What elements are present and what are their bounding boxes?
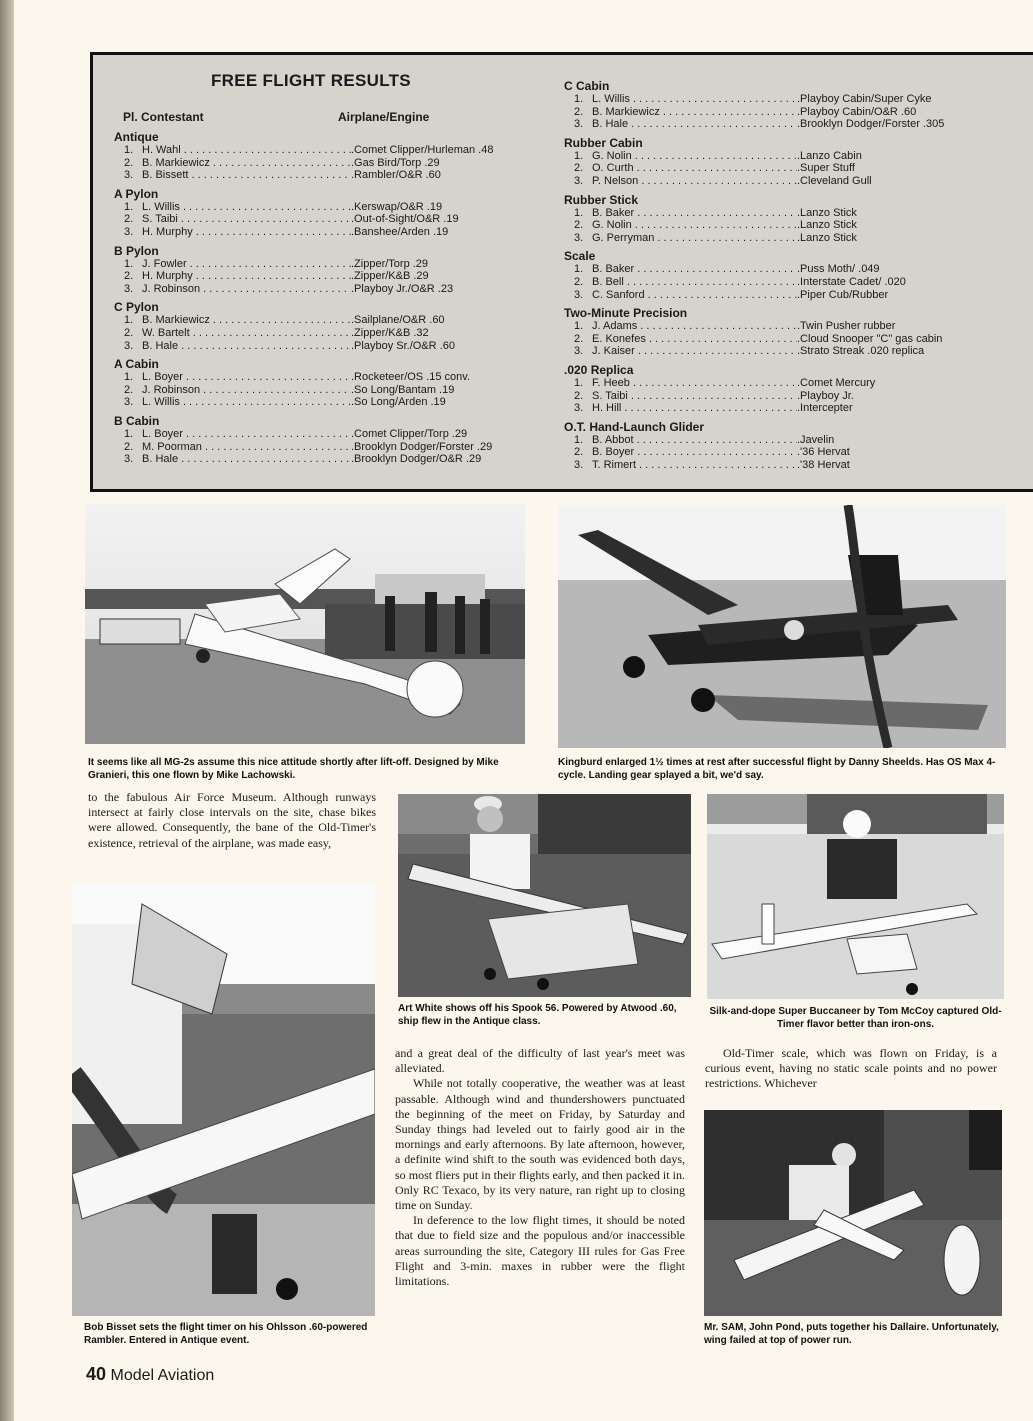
- result-place: 3.: [124, 169, 134, 182]
- result-airplane-engine: .Intercepter: [797, 402, 853, 415]
- result-row: [564, 93, 989, 106]
- result-airplane-engine: .Zipper/Torp .29: [351, 257, 429, 270]
- result-contestant: G. Nolin . . .: [592, 219, 797, 232]
- result-airplane-engine: .'38 Hervat: [797, 458, 850, 471]
- header-place-contestant: Pl. Contestant: [123, 110, 204, 124]
- category-heading: A Pylon: [114, 186, 159, 201]
- result-row: [564, 175, 989, 188]
- result-place: 3.: [574, 174, 584, 187]
- result-contestant: B. Boyer . . .: [592, 446, 797, 459]
- result-contestant: G. Perryman . . .: [592, 232, 797, 245]
- magazine-name: Model Aviation: [110, 1367, 215, 1384]
- result-contestant: B. Bissett . . .: [142, 169, 351, 182]
- result-contestant: L. Willis . . .: [592, 93, 797, 106]
- result-airplane-engine: .Playboy Jr./O&R .23: [351, 282, 454, 295]
- result-contestant: L. Boyer . . .: [142, 428, 351, 441]
- caption-mg2: It seems like all MG-2s assume this nice attitude shortly after lift-off. Designed by Mike Granieri, this one flown by Mike Lachowski.: [88, 757, 499, 781]
- category-heading: A Cabin: [114, 357, 159, 372]
- article-col2-para1: and a great deal of the difficulty of last year's meet was alleviated.: [395, 1046, 685, 1076]
- result-place: 3.: [124, 225, 134, 238]
- result-place: 3.: [574, 231, 584, 244]
- category-heading: Rubber Stick: [564, 192, 639, 207]
- result-airplane-engine: .Comet Clipper/Torp .29: [351, 427, 468, 440]
- result-row: [564, 459, 989, 472]
- result-row: [564, 320, 989, 333]
- header-airplane-engine: Airplane/Engine: [338, 110, 430, 124]
- result-airplane-engine: .Puss Moth/ .049: [797, 263, 880, 276]
- result-airplane-engine: .Lanzo Stick: [797, 206, 857, 219]
- result-airplane-engine: .Comet Mercury: [797, 376, 876, 389]
- result-contestant: L. Boyer . . .: [142, 371, 351, 384]
- results-title: FREE FLIGHT RESULTS: [211, 71, 411, 90]
- article-col3: Old-Timer scale, which was flown on Friday, is a curious event, having no static scale points and no power restrictions. Whichever: [705, 1046, 997, 1091]
- result-row: [564, 150, 989, 163]
- result-row: [564, 377, 989, 390]
- result-contestant: B. Hale . . .: [142, 340, 351, 353]
- result-airplane-engine: .So Long/Arden .19: [351, 396, 446, 409]
- result-contestant: W. Bartelt . . .: [142, 327, 351, 340]
- result-contestant: B. Baker . . .: [592, 207, 797, 220]
- category-heading: O.T. Hand-Launch Glider: [564, 419, 705, 434]
- result-contestant: H. Murphy . . .: [142, 270, 351, 283]
- result-place: 2.: [574, 446, 584, 459]
- result-row: [114, 428, 539, 441]
- result-row: [564, 345, 989, 358]
- page-folio: [86, 1364, 214, 1385]
- free-flight-results-box: [90, 52, 1033, 492]
- result-contestant: S. Taibi . . .: [142, 213, 351, 226]
- result-row: [564, 402, 989, 415]
- result-airplane-engine: .Sailplane/O&R .60: [351, 314, 445, 327]
- result-airplane-engine: .Twin Pusher rubber: [797, 320, 896, 333]
- result-place: 2.: [574, 105, 584, 118]
- result-contestant: H. Murphy . . .: [142, 226, 351, 239]
- category-heading: Two-Minute Precision: [564, 306, 688, 321]
- page-number: 40: [86, 1364, 107, 1384]
- result-row: [114, 371, 539, 384]
- result-place: 3.: [124, 396, 134, 409]
- result-place: 3.: [124, 339, 134, 352]
- result-contestant: J. Adams . . .: [592, 320, 797, 333]
- result-airplane-engine: .Out-of-Sight/O&R .19: [351, 213, 459, 226]
- article-col1: to the fabulous Air Force Museum. Although runways intersect at fairly close intervals on the site, chase bikes were allowed. Consequently, the bane of the Old-Timer's existence, retrieval of the airplane, was made easy,: [88, 790, 376, 850]
- result-place: 2.: [124, 383, 134, 396]
- result-airplane-engine: .Piper Cub/Rubber: [797, 288, 889, 301]
- result-place: 1.: [124, 144, 134, 156]
- result-contestant: B. Baker . . .: [592, 263, 797, 276]
- result-place: 2.: [574, 219, 584, 232]
- result-airplane-engine: .Lanzo Stick: [797, 219, 857, 232]
- results-right-column: [564, 79, 989, 471]
- category-heading: Scale: [564, 249, 596, 264]
- result-airplane-engine: .Javelin: [797, 433, 835, 446]
- result-place: 2.: [124, 213, 134, 226]
- result-row: [114, 384, 539, 397]
- result-row: [114, 213, 539, 226]
- category-heading: B Pylon: [114, 243, 159, 258]
- result-row: [114, 327, 539, 340]
- result-row: [564, 232, 989, 245]
- result-row: [114, 270, 539, 283]
- category-heading: B Cabin: [114, 413, 160, 428]
- photo-mg2-liftoff: [85, 504, 525, 744]
- article-col2: [395, 1046, 685, 1289]
- result-contestant: H. Wahl . . .: [142, 144, 351, 157]
- result-airplane-engine: .Gas Bird/Torp .29: [351, 156, 440, 169]
- result-airplane-engine: .Cleveland Gull: [797, 174, 872, 187]
- category-heading: Rubber Cabin: [564, 135, 643, 150]
- result-airplane-engine: .Playboy Jr.: [797, 389, 854, 402]
- result-contestant: B. Hale . . .: [592, 118, 797, 131]
- result-place: 1.: [574, 206, 584, 219]
- result-contestant: G. Nolin . . .: [592, 150, 797, 163]
- result-place: 2.: [574, 389, 584, 402]
- result-place: 1.: [574, 93, 584, 105]
- result-place: 1.: [574, 263, 584, 276]
- photo-spook56: [398, 794, 691, 997]
- result-airplane-engine: .Brooklyn Dodger/Forster .305: [797, 118, 945, 131]
- caption-dallaire: Mr. SAM, John Pond, puts together his Dallaire. Unfortunately, wing failed at top of power run.: [704, 1322, 999, 1346]
- result-airplane-engine: .Playboy Cabin/Super Cyke: [797, 93, 932, 105]
- result-place: 3.: [574, 288, 584, 301]
- result-row: [564, 390, 989, 403]
- result-airplane-engine: .Interstate Cadet/ .020: [797, 275, 906, 288]
- article-col2-para2: While not totally cooperative, the weather was at least passable. Although wind and thundershowers punctuated the beginning of the meet on Friday, by Saturday and Sunday things had leveled out to fairly good air in the mornings and early afternoons. By late afternoon, however, a definite wind shift to the south was evidenced both days, so most fliers put in their flights early, and then packed it in. Only RC Texaco, by its very nature, ran right up to closing time on Sunday.: [395, 1076, 685, 1213]
- result-row: [564, 333, 989, 346]
- photo-kingburd: [558, 505, 1006, 748]
- result-contestant: O. Curth . . .: [592, 162, 797, 175]
- result-row: [114, 201, 539, 214]
- result-row: [114, 157, 539, 170]
- result-contestant: P. Nelson . . .: [592, 175, 797, 188]
- result-contestant: L. Willis . . .: [142, 201, 351, 214]
- result-place: 2.: [574, 332, 584, 345]
- result-place: 2.: [574, 275, 584, 288]
- result-row: [114, 314, 539, 327]
- result-contestant: B. Markiewicz . . .: [142, 157, 351, 170]
- category-heading: Antique: [114, 130, 159, 144]
- page-edge-strip: [0, 0, 14, 1421]
- result-row: [564, 263, 989, 276]
- result-contestant: E. Konefes . . .: [592, 333, 797, 346]
- result-row: [114, 169, 539, 182]
- result-row: [114, 396, 539, 409]
- result-contestant: B. Markiewicz . . .: [592, 106, 797, 119]
- result-airplane-engine: .'36 Hervat: [797, 446, 850, 459]
- result-row: [564, 446, 989, 459]
- result-place: 2.: [574, 162, 584, 175]
- category-heading: .020 Replica: [564, 362, 634, 377]
- result-airplane-engine: .Kerswap/O&R .19: [351, 200, 443, 213]
- result-row: [564, 276, 989, 289]
- result-contestant: J. Robinson . . .: [142, 384, 351, 397]
- result-place: 1.: [124, 200, 134, 213]
- result-airplane-engine: .Lanzo Stick: [797, 231, 857, 244]
- result-contestant: J. Kaiser . . .: [592, 345, 797, 358]
- photo-dallaire: [704, 1110, 1002, 1316]
- result-place: 2.: [124, 156, 134, 169]
- result-row: [114, 258, 539, 271]
- result-row: [114, 283, 539, 296]
- result-place: 1.: [124, 257, 134, 270]
- result-airplane-engine: .Brooklyn Dodger/Forster .29: [351, 440, 493, 453]
- result-row: [564, 162, 989, 175]
- result-airplane-engine: .Playboy Sr./O&R .60: [351, 339, 455, 352]
- result-place: 3.: [574, 458, 584, 471]
- result-contestant: T. Rimert . . .: [592, 459, 797, 472]
- result-row: [564, 118, 989, 131]
- result-row: [114, 453, 539, 466]
- result-contestant: J. Fowler . . .: [142, 258, 351, 271]
- result-place: 1.: [574, 149, 584, 162]
- result-airplane-engine: .Comet Clipper/Hurleman .48: [351, 144, 494, 156]
- result-contestant: H. Hill . . .: [592, 402, 797, 415]
- result-place: 2.: [124, 326, 134, 339]
- result-contestant: C. Sanford . . .: [592, 289, 797, 302]
- photo-rambler: [72, 884, 375, 1316]
- result-place: 2.: [124, 270, 134, 283]
- result-airplane-engine: .Rambler/O&R .60: [351, 169, 441, 182]
- result-row: [114, 226, 539, 239]
- result-row: [114, 144, 539, 157]
- result-place: 3.: [574, 345, 584, 358]
- result-airplane-engine: .Lanzo Cabin: [797, 149, 862, 162]
- result-contestant: B. Hale . . .: [142, 453, 351, 466]
- result-airplane-engine: .Zipper/K&B .32: [351, 326, 429, 339]
- result-place: 1.: [124, 371, 134, 384]
- category-heading: C Cabin: [564, 79, 610, 93]
- result-airplane-engine: .So Long/Bantam .19: [351, 383, 455, 396]
- result-airplane-engine: .Zipper/K&B .29: [351, 270, 429, 283]
- results-left-column: [114, 130, 539, 466]
- result-contestant: F. Heeb . . .: [592, 377, 797, 390]
- result-contestant: L. Willis . . .: [142, 396, 351, 409]
- result-contestant: M. Poorman . . .: [142, 441, 351, 454]
- result-place: 1.: [574, 320, 584, 333]
- result-airplane-engine: .Strato Streak .020 replica: [797, 345, 925, 358]
- result-place: 2.: [124, 440, 134, 453]
- article-col2-para3: In deference to the low flight times, it should be noted that due to field size and the populous and/or inaccessible areas surrounding the site, Category III rules for Gas Free Flight and 3-min. maxes in rubber were the flight limitations.: [395, 1213, 685, 1289]
- caption-super-buccaneer: Silk-and-dope Super Buccaneer by Tom McCoy captured Old-Timer flavor better than iron-ons.: [709, 1006, 1002, 1030]
- result-airplane-engine: .Playboy Cabin/O&R .60: [797, 105, 917, 118]
- result-place: 3.: [124, 282, 134, 295]
- result-row: [564, 219, 989, 232]
- category-heading: C Pylon: [114, 300, 159, 315]
- photo-super-buccaneer: [707, 794, 1004, 999]
- result-row: [564, 289, 989, 302]
- result-row: [564, 434, 989, 447]
- result-airplane-engine: .Rocketeer/OS .15 conv.: [351, 371, 471, 384]
- result-contestant: B. Abbot . . .: [592, 434, 797, 447]
- result-place: 3.: [124, 453, 134, 466]
- result-place: 1.: [124, 427, 134, 440]
- result-airplane-engine: .Brooklyn Dodger/O&R .29: [351, 453, 482, 466]
- caption-spook56: Art White shows off his Spook 56. Powered by Atwood .60, ship flew in the Antique class.: [398, 1003, 677, 1027]
- result-contestant: B. Bell . . .: [592, 276, 797, 289]
- caption-kingburd: Kingburd enlarged 1½ times at rest after successful flight by Danny Sheelds. Has OS Max 4-cycle. Landing gear splayed a bit, we'd say.: [558, 757, 996, 781]
- result-place: 3.: [574, 402, 584, 415]
- result-place: 1.: [574, 433, 584, 446]
- result-row: [564, 207, 989, 220]
- result-airplane-engine: .Banshee/Arden .19: [351, 225, 449, 238]
- result-contestant: J. Robinson . . .: [142, 283, 351, 296]
- result-airplane-engine: .Cloud Snooper "C" gas cabin: [797, 332, 943, 345]
- result-row: [114, 441, 539, 454]
- result-contestant: B. Markiewicz . . .: [142, 314, 351, 327]
- result-row: [114, 340, 539, 353]
- result-row: [564, 106, 989, 119]
- result-airplane-engine: .Super Stuff: [797, 162, 855, 175]
- caption-rambler: Bob Bisset sets the flight timer on his Ohlsson .60-powered Rambler. Entered in Antique event.: [84, 1322, 368, 1346]
- result-place: 1.: [124, 314, 134, 327]
- result-place: 3.: [574, 118, 584, 131]
- result-contestant: S. Taibi . . .: [592, 390, 797, 403]
- result-place: 1.: [574, 376, 584, 389]
